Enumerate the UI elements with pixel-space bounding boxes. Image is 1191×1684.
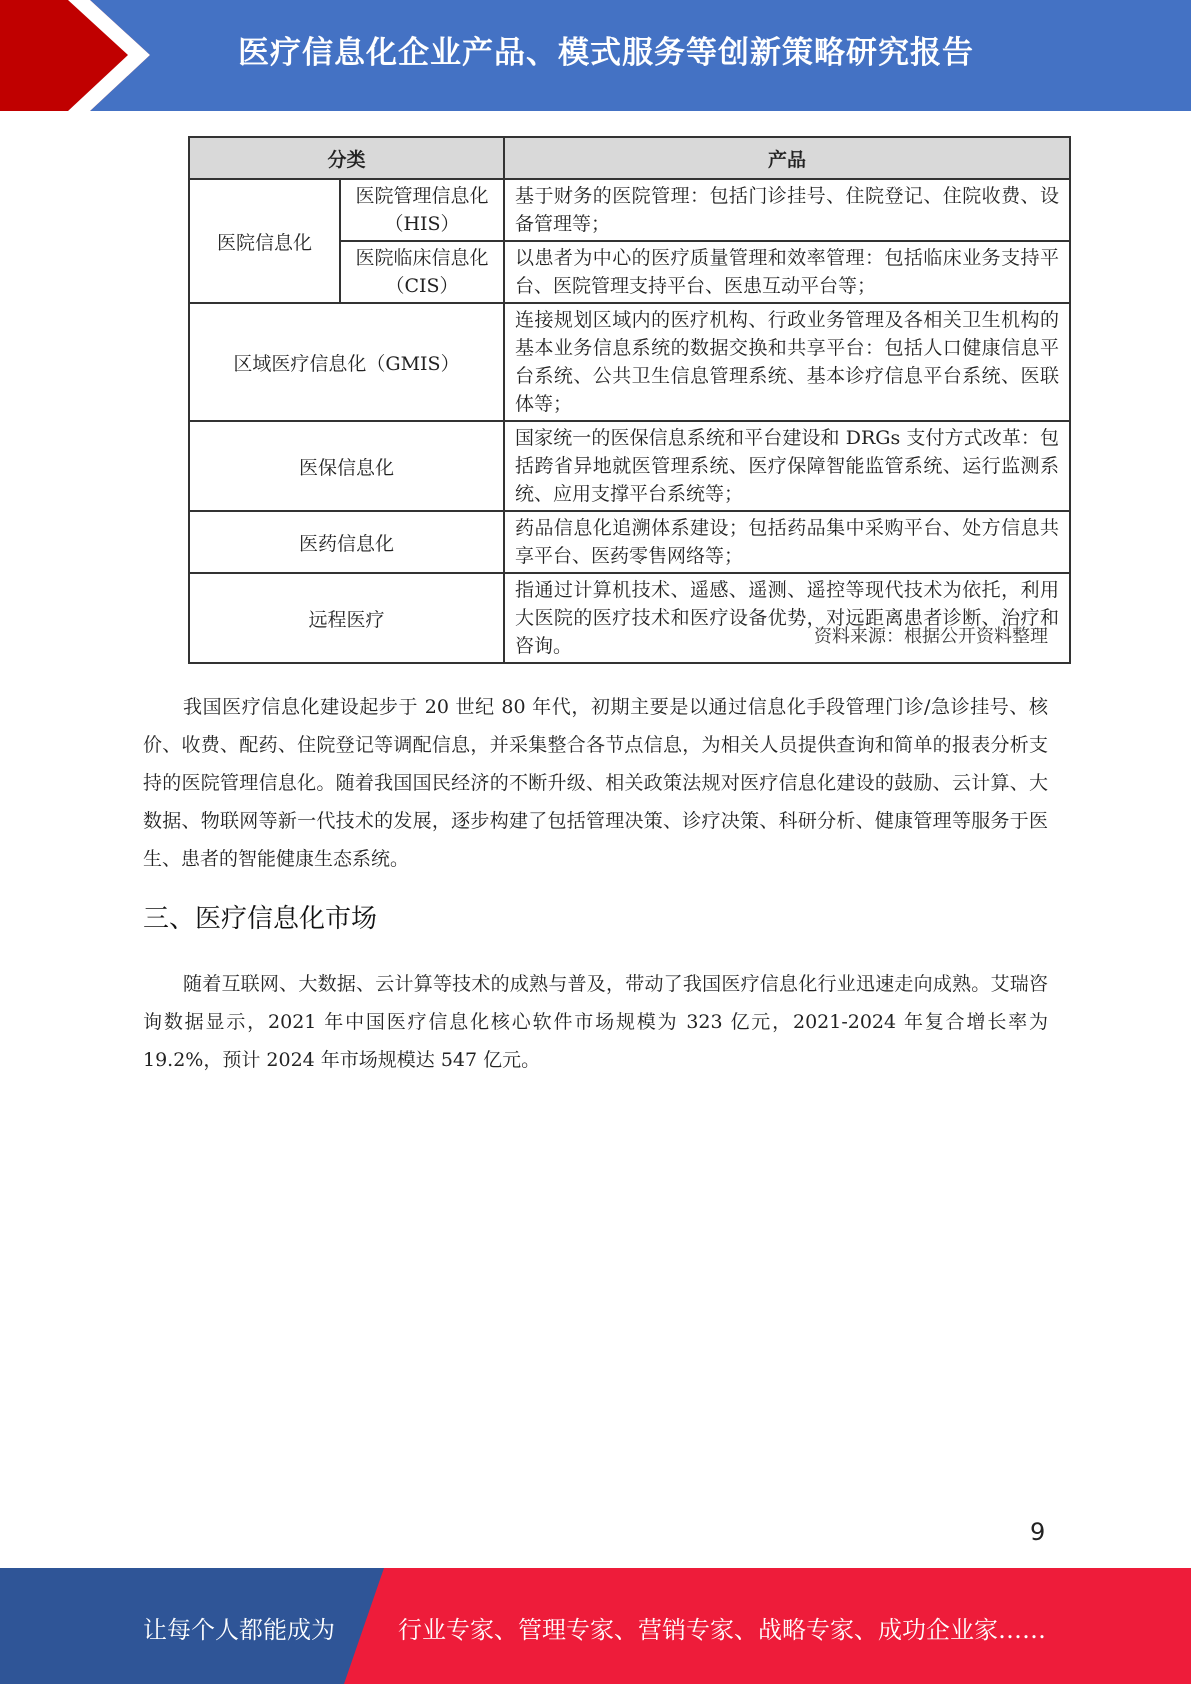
table-row xyxy=(189,179,1070,241)
table-row xyxy=(189,421,1070,511)
category-hospital: 医院信息化 xyxy=(189,179,340,303)
header-category: 分类 xyxy=(189,137,504,179)
category-gmis: 区域医疗信息化（GMIS） xyxy=(189,303,504,421)
product-his: 基于财务的医院管理：包括门诊挂号、住院登记、住院收费、设备管理等； xyxy=(504,179,1070,241)
table-row xyxy=(189,511,1070,573)
footer-slogan-right: 行业专家、管理专家、营销专家、战略专家、成功企业家…… xyxy=(398,1616,1046,1644)
subcategory-cis: 医院临床信息化（CIS） xyxy=(340,241,504,303)
page-number: 9 xyxy=(1030,1518,1046,1546)
header-chevron-decoration xyxy=(0,0,160,111)
category-telemedicine: 远程医疗 xyxy=(189,573,504,663)
product-gmis: 连接规划区域内的医疗机构、行政业务管理及各相关卫生机构的基本业务信息系统的数据交换和共享平台：包括人口健康信息平台系统、公共卫生信息管理系统、基本诊疗信息平台系统、医联体等； xyxy=(504,303,1070,421)
table-row xyxy=(189,573,1070,663)
footer-slogan-left: 让每个人都能成为 xyxy=(143,1616,335,1644)
subcategory-his: 医院管理信息化（HIS） xyxy=(340,179,504,241)
category-pharma: 医药信息化 xyxy=(189,511,504,573)
table-row xyxy=(189,303,1070,421)
paragraph-market: 随着互联网、大数据、云计算等技术的成熟与普及，带动了我国医疗信息化行业迅速走向成熟。艾瑞咨询数据显示，2021 年中国医疗信息化核心软件市场规模为 323 亿元，2021-2024 年复合增长率为 19.2%，预计 2024 年市场规模达 547 亿元。 xyxy=(143,973,1048,1071)
paragraph-history: 我国医疗信息化建设起步于 20 世纪 80 年代，初期主要是以通过信息化手段管理门诊/急诊挂号、核价、收费、配药、住院登记等调配信息，并采集整合各节点信息，为相关人员提供查询和简单的报表分析支持的医院管理信息化。随着我国国民经济的不断升级、相关政策法规对医疗信息化建设的鼓励、云计算、大数据、物联网等新一代技术的发展，逐步构建了包括管理决策、诊疗决策、科研分析、健康管理等服务于医生、患者的智能健康生态系统。 xyxy=(143,696,1048,870)
product-classification-table xyxy=(188,136,1071,664)
document-title: 医疗信息化企业产品、模式服务等创新策略研究报告 xyxy=(238,35,974,71)
table-header-row xyxy=(189,137,1070,179)
category-insurance: 医保信息化 xyxy=(189,421,504,511)
section-heading: 三、医疗信息化市场 xyxy=(143,904,378,934)
product-insurance: 国家统一的医保信息系统和平台建设和 DRGs 支付方式改革：包括跨省异地就医管理系统、医疗保障智能监管系统、运行监测系统、应用支撑平台系统等； xyxy=(504,421,1070,511)
product-cis: 以患者为中心的医疗质量管理和效率管理：包括临床业务支持平台、医院管理支持平台、医患互动平台等； xyxy=(504,241,1070,303)
page-footer xyxy=(0,1568,1191,1684)
page-header xyxy=(0,0,1191,111)
product-pharma: 药品信息化追溯体系建设；包括药品集中采购平台、处方信息共享平台、医药零售网络等； xyxy=(504,511,1070,573)
table-source-note: 资料来源：根据公开资料整理 xyxy=(814,626,1048,647)
header-product: 产品 xyxy=(504,137,1070,179)
product-telemedicine: 指通过计算机技术、遥感、遥测、遥控等现代技术为依托，利用大医院的医疗技术和医疗设备优势，对远距离患者诊断、治疗和咨询。 xyxy=(504,573,1070,663)
